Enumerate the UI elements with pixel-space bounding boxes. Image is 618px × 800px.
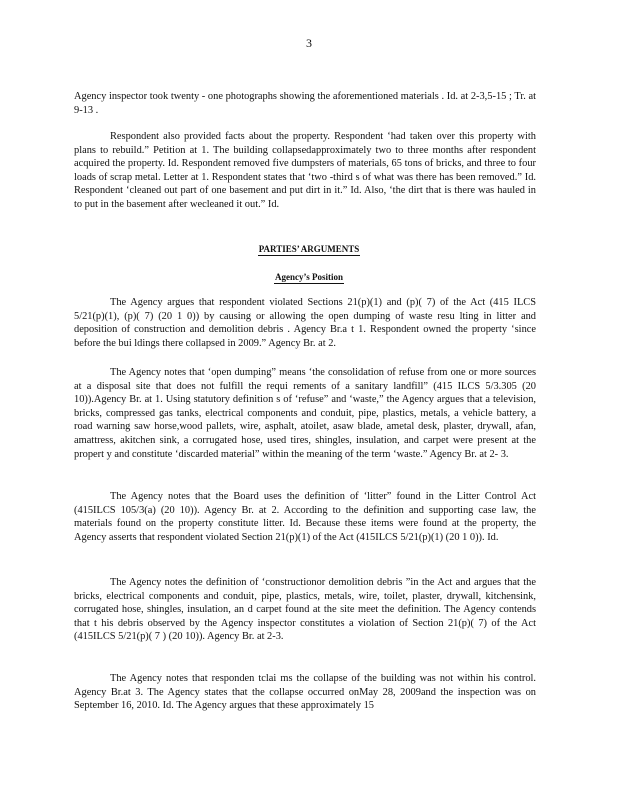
heading-text: PARTIES’ ARGUMENTS [258,244,360,254]
paragraph-respondent-facts [74,130,536,212]
paragraph-agency-argues [74,296,536,350]
paragraph-text: Respondent also provided facts about the property. Respondent ‘had taken over this property with plans to rebuild.” Petition at 1. The building collapsedapproximately two to three months after respondent acquired the property. Id. Respondent removed five dumpsters of materials, 65 tons of bricks, and three to four loads of scrap metal. Letter at 1. Respondent states that ‘two -third s of what was there has been removed.” Id. Respondent ‘cleaned out part of one basement and put dirt in it.” Id. Also, ‘the dirt that is there was hauled in to put in the basement after wecleaned it out.” Id. [74,131,536,210]
paragraph-text: The Agency notes the definition of ‘constructionor demolition debris ”in the Act and argues that the bricks, electrical components and conduit, pipe, plastics, metals, wire, toilet, plaster, drywall, kitchensink, corrugated hose, shingles, insulation, an d carpet found at the site meet the definition. The Agency contends that t his debris observed by the Agency inspector constitutes a violation of Section 21(p)( 7) of the Act (415ILCS 5/21(p)( 7 ) (20 10)). Agency Br. at 2-3. [74,577,536,643]
page-number: 3 [306,36,312,50]
paragraph-open-dumping [74,366,536,461]
paragraph-text: The Agency notes that responden tclai ms the collapse of the building was not within his control. Agency Br.at 3. The Agency states that the collapse occurred onMay 28, 2009and the inspection was on September 16, 2010. Id. The Agency argues that these approximately 15 [74,673,536,712]
paragraph-photographs [74,90,536,117]
heading-text: Agency’s Position [275,272,343,282]
section-heading-parties-arguments [0,244,618,256]
paragraph-text: The Agency notes that ‘open dumping” means ‘the consolidation of refuse from one or more sources at a disposal site that does not fulfill the requi rements of a sanitary landfill” (415 ILCS 5/3.305 (20 10)).Agency Br. at 1. Using statutory definition s of ‘refuse” and ‘waste,” the Agency argues that a television, bricks, compressed gas tanks, electrical components and conduit, pipe, plastics, metals, a vehicle battery, a road warning saw horse,wood pallets, wire, asphalt, atoilet, asaw blade, ametal desk, plaster, drywall, afan, amattress, akitchen sink, a corrugated hose, used tires, shingles, insulation, and carpet were present at the propert y and constitute ‘discarded material” within the meaning of the term ‘waste.” Agency Br. at 2- 3. [74,367,536,460]
paragraph-construction-debris [74,576,536,644]
paragraph-text: Agency inspector took twenty - one photographs showing the aforementioned materials . Id. at 2-3,5-15 ; Tr. at 9-13 . [74,91,536,116]
paragraph-text: The Agency argues that respondent violated Sections 21(p)(1) and (p)( 7) of the Act (415 ILCS 5/21(p)(1), (p)( 7) (20 1 0)) by causing or allowing the open dumping of waste resu lting in litter and deposition of construction and demolition debris . Agency Br.a t 1. Respondent owned the property ‘since before the bui ldings there collapsed in 2009.” Agency Br. at 2. [74,297,536,349]
subsection-heading-agency-position [0,272,618,284]
paragraph-litter [74,490,536,544]
paragraph-collapse [74,672,536,713]
paragraph-text: The Agency notes that the Board uses the definition of ‘litter” found in the Litter Control Act (415ILCS 105/3(a) (20 10)). Agency Br. at 2. According to the definition and supporting case law, the materials found on the property constitute litter. Id. Because these items were found at the property, the Agency asserts that respondent violated Section 21(p)(1) of the Act (415ILCS 5/21(p)(1) (20 1 0)). Id. [74,491,536,543]
